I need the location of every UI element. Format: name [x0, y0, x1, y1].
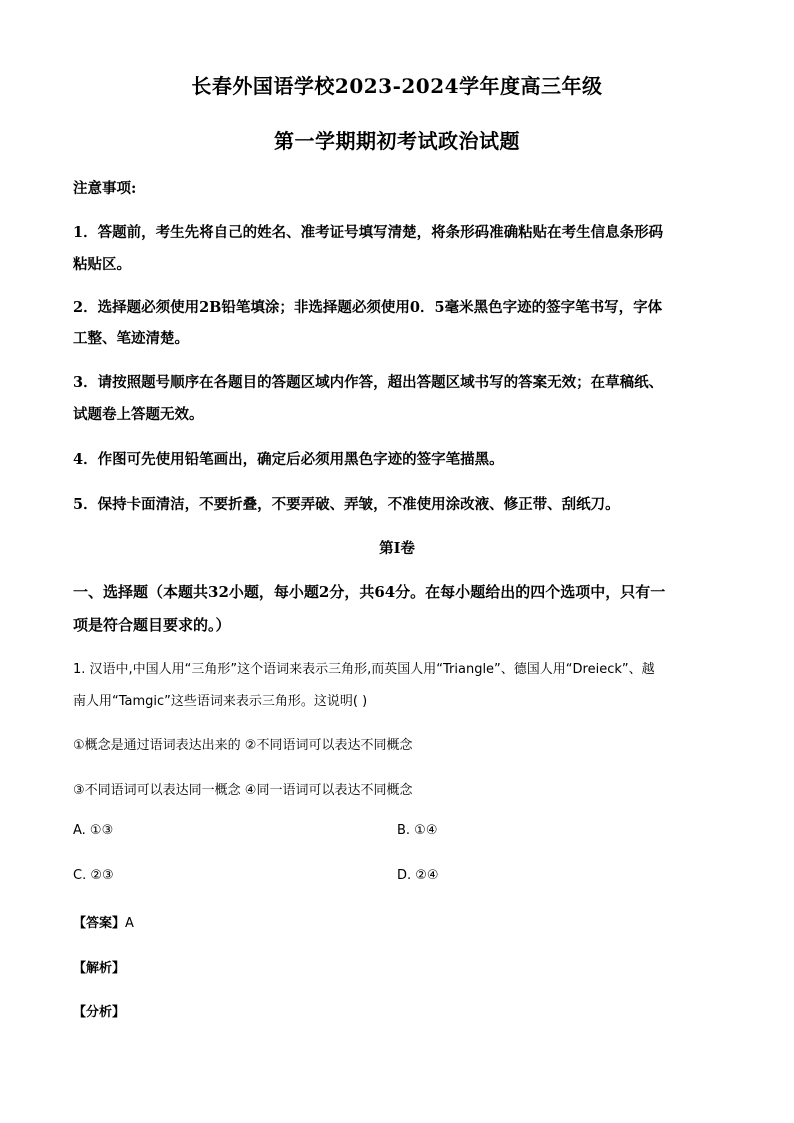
option-d: D. ②④	[397, 868, 439, 883]
option-b: B. ①④	[397, 823, 438, 838]
section-heading-line1: 一、选择题（本题共32小题，每小题2分，共64分。在每小题给出的四个选项中，只有一	[73, 583, 666, 601]
notice-item-2-line2: 工整、笔迹清楚。	[73, 330, 189, 347]
notice-item-1-line1: 1．答题前，考生先将自己的姓名、准考证号填写清楚，将条形码准确粘贴在考生信息条形码	[73, 224, 664, 241]
fenxi-label: 【分析】	[73, 1005, 126, 1020]
notice-item-4: 4．作图可先使用铅笔画出，确定后必须用黑色字迹的签字笔描黑。	[73, 451, 504, 468]
section-volume-label: 第Ⅰ卷	[379, 540, 415, 557]
question-statements-line1: ①概念是通过语词表达出来的 ②不同语词可以表达不同概念	[73, 738, 413, 753]
notice-item-1-line2: 粘贴区。	[73, 256, 131, 273]
notice-heading: 注意事项:	[73, 180, 137, 197]
notice-item-2-line1: 2．选择题必须使用2B铅笔填涂；非选择题必须使用0．5毫米黑色字迹的签字笔书写，字体	[73, 299, 663, 316]
question-stem-line2: 南人用“Tamgic”这些语词来表示三角形。这说明( )	[73, 694, 368, 709]
notice-item-5: 5．保持卡面清洁，不要折叠，不要弄破、弄皱，不准使用涂改液、修正带、刮纸刀。	[73, 496, 620, 513]
exam-title-line2: 第一学期期初考试政治试题	[274, 129, 520, 153]
question-stem-line1: 1. 汉语中,中国人用“三角形”这个语词来表示三角形,而英国人用“Triangle”、德国人用“Dreieck”、越	[73, 662, 655, 677]
analysis-label: 【解析】	[73, 961, 126, 976]
notice-item-3-line2: 试题卷上答题无效。	[73, 406, 204, 423]
answer-line	[73, 912, 134, 931]
option-a: A. ①③	[73, 823, 114, 838]
question-statements-line2: ③不同语词可以表达同一概念 ④同一语词可以表达不同概念	[73, 783, 413, 798]
section-heading-line2: 项是符合题目要求的。）	[73, 616, 231, 634]
answer-label: 【答案】	[73, 916, 126, 931]
answer-value: A	[125, 916, 134, 931]
option-c: C. ②③	[73, 868, 114, 883]
exam-title-line1: 长春外国语学校2023-2024学年度高三年级	[191, 74, 603, 98]
notice-item-3-line1: 3．请按照题号顺序在各题目的答题区域内作答，超出答题区域书写的答案无效；在草稿纸、	[73, 374, 664, 391]
